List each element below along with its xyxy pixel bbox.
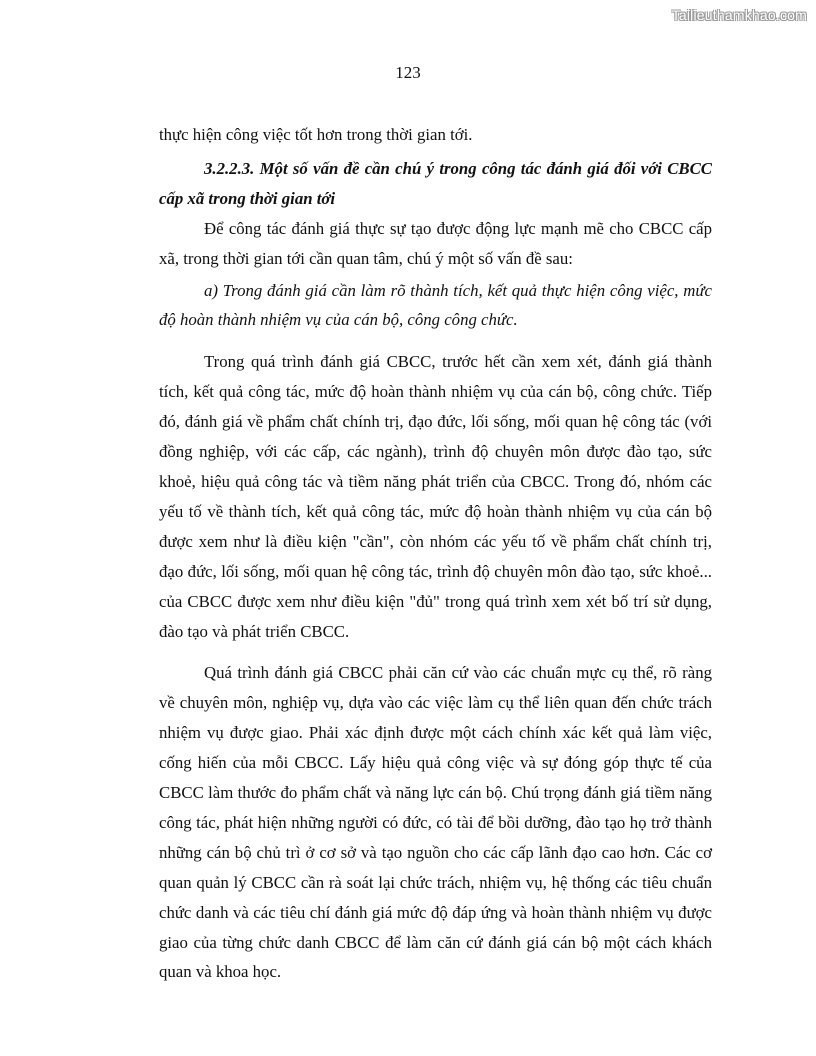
intro-paragraph: Để công tác đánh giá thực sự tạo được động lực mạnh mẽ cho CBCC cấp xã, trong thời gian tới cần quan tâm, chú ý một số vấn đề sau:	[159, 218, 712, 268]
page-number: 123	[395, 63, 421, 82]
point-a-paragraph: a) Trong đánh giá cần làm rõ thành tích, kết quả thực hiện công việc, mức độ hoàn thành nhiệm vụ của cán bộ, công công chức.	[159, 280, 712, 330]
continuation-paragraph: thực hiện công việc tốt hơn trong thời gian tới.	[159, 125, 473, 144]
site-watermark: Tailieuthamkhao.com	[671, 7, 807, 23]
body-paragraph-2: Quá trình đánh giá CBCC phải căn cứ vào các chuẩn mực cụ thể, rõ ràng về chuyên môn, nghiệp vụ, dựa vào các việc làm cụ thể liên quan đến chức trách nhiệm vụ được giao. Phải xác định được một cách chính xác kết quả làm việc, cống hiến của mỗi CBCC. Lấy hiệu quả công việc và sự đóng góp thực tế của CBCC làm thước đo phẩm chất và năng lực cán bộ. Chú trọng đánh giá tiềm năng công tác, phát hiện những người có đức, có tài để bồi dưỡng, đào tạo họ trở thành những cán bộ chủ trì ở cơ sở và tạo nguồn cho các cấp lãnh đạo cao hơn. Các cơ quan quản lý CBCC cần rà soát lại chức trách, nhiệm vụ, hệ thống các tiêu chuẩn chức danh và các tiêu chí đánh giá mức độ đáp ứng và hoàn thành nhiệm vụ được giao của từng chức danh CBCC để làm căn cứ đánh giá cán bộ một cách khách quan và khoa học.	[159, 663, 712, 982]
document-body	[159, 120, 712, 987]
body-paragraph-1: Trong quá trình đánh giá CBCC, trước hết cần xem xét, đánh giá thành tích, kết quả công tác, mức độ hoàn thành nhiệm vụ của cán bộ, công chức. Tiếp đó, đánh giá về phẩm chất chính trị, đạo đức, lối sống, mối quan hệ công tác (với đồng nghiệp, với các cấp, các ngành), trình độ chuyên môn được đào tạo, sức khoẻ, hiệu quả công tác và tiềm năng phát triển của CBCC. Trong đó, nhóm các yếu tố về thành tích, kết quả công tác, mức độ hoàn thành nhiệm vụ của cán bộ được xem như là điều kiện "cần", còn nhóm các yếu tố về phẩm chất chính trị, đạo đức, lối sống, mối quan hệ công tác, trình độ chuyên môn đào tạo, sức khoẻ... của CBCC được xem như điều kiện "đủ" trong quá trình xem xét bố trí sử dụng, đào tạo và phát triển CBCC.	[159, 352, 712, 641]
section-heading: 3.2.2.3. Một số vấn đề cần chú ý trong công tác đánh giá đối với CBCC cấp xã trong thời gian tới	[159, 158, 712, 208]
